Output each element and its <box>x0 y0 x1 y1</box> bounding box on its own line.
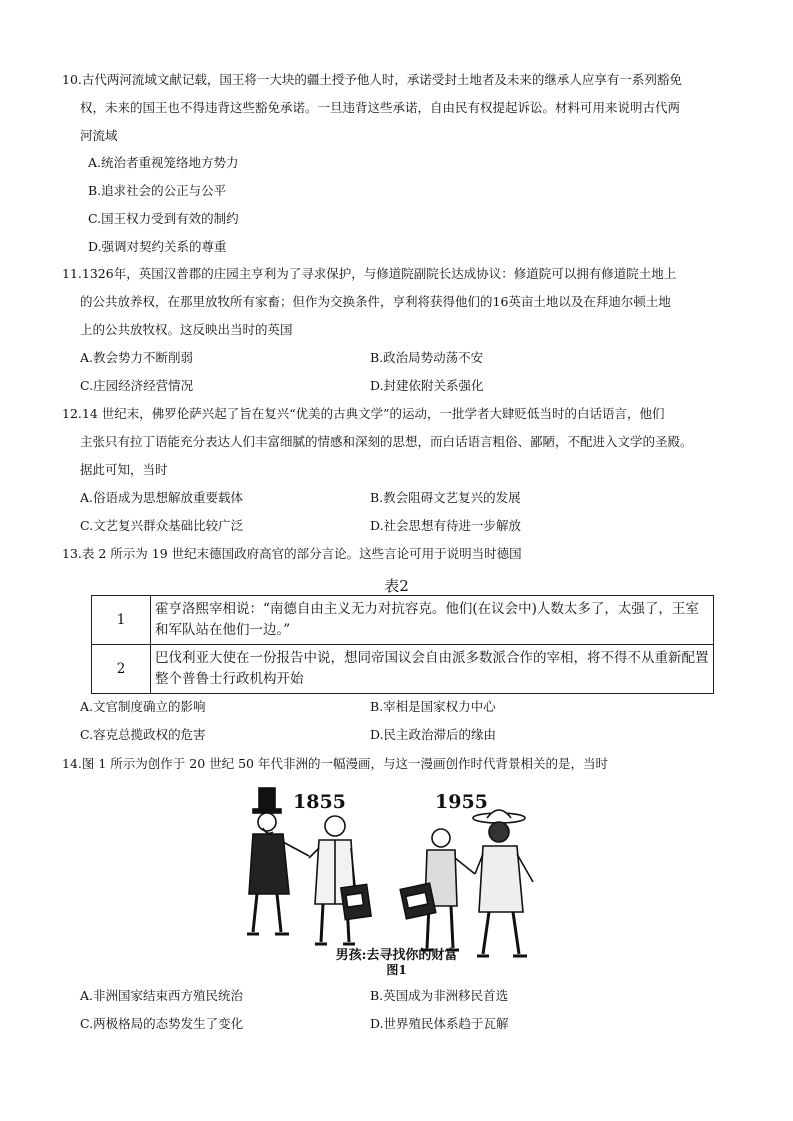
table-cell-text: 霍亨洛熙宰相说：“南德自由主义无力对抗容克。他们(在议会中)人数太多了，太强了，王室和军队站在他们一边。” <box>151 596 714 645</box>
q12-option-c: C.文艺复兴群众基础比较广泛 <box>80 518 244 533</box>
q10-option-a: A.统治者重视笼络地方势力 <box>88 155 239 170</box>
q14-option-c: C.两极格局的态势发生了变化 <box>80 1016 244 1031</box>
q12-stem-line-2: 主张只有拉丁语能充分表达人们丰富细腻的情感和深刻的思想，而白话语言粗俗、鄙陋，不配进入文学的圣殿。 <box>80 434 693 449</box>
table-row <box>92 596 714 645</box>
q10-option-d: D.强调对契约关系的尊重 <box>88 239 227 254</box>
q10-stem-line-3: 河流域 <box>80 128 118 143</box>
cartoon-year-left: 1855 <box>293 791 346 813</box>
q10-option-b: B.追求社会的公正与公平 <box>88 183 227 198</box>
q11-stem-line-2: 的公共放养权，在那里放牧所有家畜；但作为交换条件，亨利将获得他们的16英亩土地以及在拜迪尔顿土地 <box>80 294 671 309</box>
q12-option-d: D.社会思想有待进一步解放 <box>370 518 522 533</box>
figure-1-label: 图1 <box>386 963 407 977</box>
q10-option-c: C.国王权力受到有效的制约 <box>88 211 239 226</box>
q13-option-d: D.民主政治滞后的缘由 <box>370 727 497 742</box>
q12-stem-line-3: 据此可知，当时 <box>80 462 168 477</box>
q10-stem-line-2: 权，未来的国王也不得违背这些豁免承诺。一旦违背这些承诺，自由民有权提起诉讼。材料可用来说明古代两 <box>80 100 681 115</box>
q14-option-b: B.英国成为非洲移民首选 <box>370 988 509 1003</box>
q11-stem-line-1: 11.1326年，英国汉普郡的庄园主亨利为了寻求保护，与修道院副院长达成协议：修道院可以拥有修道院土地上 <box>62 266 677 281</box>
q12-option-b: B.教会阻碍文艺复兴的发展 <box>370 490 521 505</box>
q11-option-c: C.庄园经济经营情况 <box>80 378 194 393</box>
cartoon-caption: 男孩:去寻找你的财富 <box>335 948 458 963</box>
q10-stem-line-1: 10.古代两河流域文献记载，国王将一大块的疆土授予他人时，承诺受封土地者及未来的继承人应享有一系列豁免 <box>62 72 682 87</box>
q14-option-a: A.非洲国家结束西方殖民统治 <box>80 988 244 1003</box>
q12-option-a: A.俗语成为思想解放重要载体 <box>80 490 244 505</box>
q13-option-b: B.宰相是国家权力中心 <box>370 699 496 714</box>
q11-stem-line-3: 上的公共放牧权。这反映出当时的英国 <box>80 322 293 337</box>
table-2-title: 表2 <box>384 577 409 595</box>
q13-option-c: C.容克总揽政权的危害 <box>80 727 206 742</box>
q13-option-a: A.文官制度确立的影响 <box>80 699 206 714</box>
q11-option-b: B.政治局势动荡不安 <box>370 350 484 365</box>
q13-stem-line-1: 13.表 2 所示为 19 世纪末德国政府高官的部分言论。这些言论可用于说明当时德国 <box>62 546 522 561</box>
q11-option-a: A.教会势力不断削弱 <box>80 350 194 365</box>
q14-option-d: D.世界殖民体系趋于瓦解 <box>370 1016 509 1031</box>
q11-option-d: D.封建依附关系强化 <box>370 378 484 393</box>
q12-stem-line-1: 12.14 世纪末，佛罗伦萨兴起了旨在复兴“优美的古典文学”的运动，一批学者大肆贬低当时的白话语言，他们 <box>62 406 665 421</box>
q14-stem-line-1: 14.图 1 所示为创作于 20 世纪 50 年代非洲的一幅漫画，与这一漫画创作时代背景相关的是，当时 <box>62 756 608 771</box>
table-cell-number: 2 <box>92 645 151 694</box>
table-cell-number: 1 <box>92 596 151 645</box>
cartoon-year-right: 1955 <box>435 791 488 813</box>
table-row <box>92 645 714 694</box>
table-cell-text: 巴伐利亚大使在一份报告中说，想同帝国议会自由派多数派合作的宰相，将不得不从重新配置整个普鲁士行政机构开始 <box>151 645 714 694</box>
table-2 <box>91 595 714 694</box>
